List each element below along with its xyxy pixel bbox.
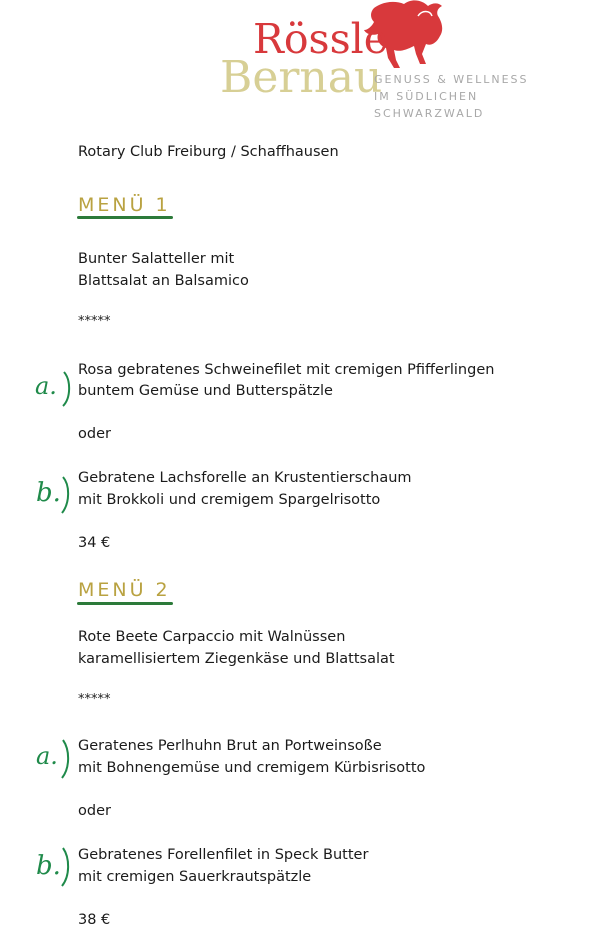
logo-name-top: Rössle <box>253 15 389 63</box>
menu2-separator: ***** <box>78 692 111 707</box>
logo-tagline-line: GENUSS & WELLNESS <box>374 73 529 86</box>
svg-text:a.: a. <box>35 372 57 400</box>
menu1-or: oder <box>78 426 111 442</box>
handwritten-b-mark <box>34 473 76 515</box>
menu1-separator: ***** <box>78 314 111 329</box>
menu1-option-b-line: Gebratene Lachsforelle an Krustentierschaum <box>78 470 412 486</box>
menu1-title-underline <box>77 216 173 219</box>
svg-text:a.: a. <box>36 742 58 770</box>
menu2-starter-line: Rote Beete Carpaccio mit Walnüssen <box>78 629 346 645</box>
svg-text:b.: b. <box>36 478 61 508</box>
svg-text:b.: b. <box>36 851 61 881</box>
logo-name-bottom: Bernau <box>220 52 383 103</box>
client-name: Rotary Club Freiburg / Schaffhausen <box>78 144 339 160</box>
menu1-starter-line: Blattsalat an Balsamico <box>78 273 249 289</box>
menu1-starter-line: Bunter Salatteller mit <box>78 251 235 267</box>
menu1-price: 34 € <box>78 535 111 551</box>
handwritten-a-mark <box>34 738 76 780</box>
menu2-price: 38 € <box>78 912 111 928</box>
menu2-option-b-line: mit cremigen Sauerkrautspätzle <box>78 869 312 885</box>
menu1-title: MENÜ 1 <box>78 194 171 216</box>
menu1-option-a-line: buntem Gemüse und Butterspätzle <box>78 383 333 399</box>
menu2-starter-line: karamellisiertem Ziegenkäse und Blattsalat <box>78 651 395 667</box>
menu1-option-b-line: mit Brokkoli und cremigem Spargelrisotto <box>78 492 381 508</box>
handwritten-a-mark <box>33 368 75 410</box>
menu2-option-a-line: mit Bohnengemüse und cremigem Kürbisrisotto <box>78 760 426 776</box>
logo-tagline-line: SCHWARZWALD <box>374 107 485 120</box>
menu2-option-a-line: Geratenes Perlhuhn Brut an Portweinsoße <box>78 738 382 754</box>
menu2-title: MENÜ 2 <box>78 579 171 601</box>
logo-tagline-line: IM SÜDLICHEN <box>374 90 479 103</box>
hotel-logo <box>0 0 602 125</box>
menu2-option-b-line: Gebratenes Forellenfilet in Speck Butter <box>78 847 369 863</box>
menu2-title-underline <box>77 602 173 605</box>
menu1-option-a-line: Rosa gebratenes Schweinefilet mit cremigen Pfifferlingen <box>78 362 495 378</box>
menu2-or: oder <box>78 803 111 819</box>
handwritten-b-mark <box>34 846 76 888</box>
